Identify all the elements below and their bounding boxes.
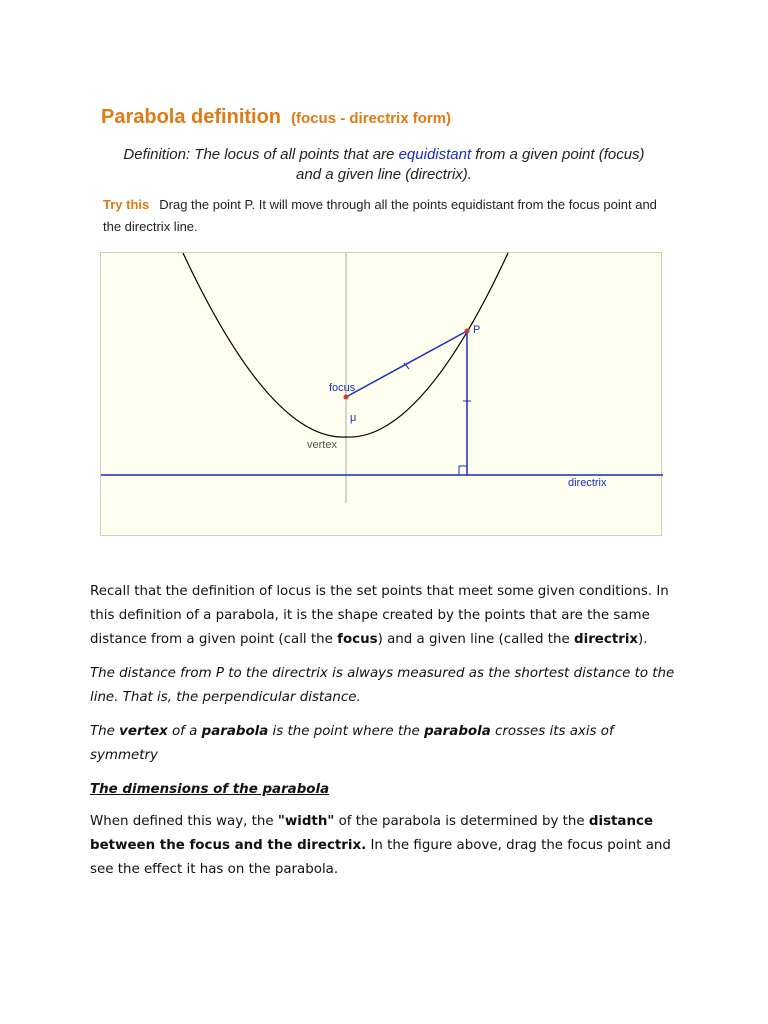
right-angle-marker: [459, 466, 467, 475]
focus-to-p-segment: [346, 331, 467, 397]
title-main: Parabola definition: [101, 106, 282, 128]
focus-label: focus: [329, 382, 356, 394]
p4-text-e: In the figure above, drag the focus point and see the effect it has on the parabola.: [90, 838, 671, 877]
p3-parabola-bold-2: parabola: [424, 724, 491, 739]
definition-line2: and a given line (directrix).: [296, 166, 472, 183]
p3-text-g: crosses its axis of symmetry: [90, 724, 614, 763]
page-title: [101, 94, 451, 131]
mu-label: μ: [350, 412, 357, 424]
title-subtitle: (focus - directrix form): [291, 110, 452, 127]
paragraph-dimensions: [90, 810, 680, 882]
p1-directrix-bold: directrix: [574, 632, 639, 647]
p3-text-c: of a: [167, 724, 202, 739]
equidistant-link[interactable]: equidistant: [398, 146, 472, 163]
definition-suffix: from a given point (focus): [471, 146, 645, 163]
article-body: [90, 580, 680, 892]
p1-focus-bold: focus: [337, 632, 378, 647]
try-this-text: Drag the point P. It will move through all the points equidistant from the focus point and the directrix line.: [103, 197, 657, 234]
paragraph-locus: [90, 580, 680, 652]
point-p[interactable]: [465, 329, 470, 334]
p3-parabola-bold: parabola: [201, 724, 269, 739]
vertex-label: vertex: [307, 439, 337, 451]
try-this-instructions: [103, 194, 673, 238]
parabola-diagram: [101, 253, 663, 537]
paragraph-distance: The distance from P to the directrix is always measured as the shortest distance to the line. That is, the perpendicular distance.: [90, 666, 675, 705]
p1-text-a: Recall that the definition of locus is the set points that meet some given conditions. In this definition of a parabola, it is the shape created by the points that are the same distance from a given point (call the: [90, 584, 669, 647]
directrix-label: directrix: [568, 477, 607, 489]
p4-text-c: of the parabola is determined by the: [334, 814, 589, 829]
p3-text-e: is the point where the: [268, 724, 425, 739]
paragraph-vertex: [90, 720, 680, 768]
parabola-figure: [100, 252, 662, 536]
try-this-label: Try this: [103, 197, 150, 212]
p4-text-a: When defined this way, the: [90, 814, 278, 829]
p3-text-a: The: [90, 724, 120, 739]
definition-text: [96, 145, 672, 185]
p1-text-c: ) and a given line (called the: [377, 632, 575, 647]
p4-distance-bold: distance between the focus and the directrix.: [90, 814, 654, 853]
definition-prefix: Definition: The locus of all points that are: [123, 146, 399, 163]
p1-text-e: ).: [638, 632, 648, 647]
p3-vertex-bold: vertex: [119, 724, 168, 739]
section-heading: The dimensions of the parabola: [90, 782, 330, 797]
p4-width-bold: "width": [277, 814, 335, 829]
focus-point[interactable]: [344, 395, 349, 400]
p-label: P: [473, 324, 481, 336]
